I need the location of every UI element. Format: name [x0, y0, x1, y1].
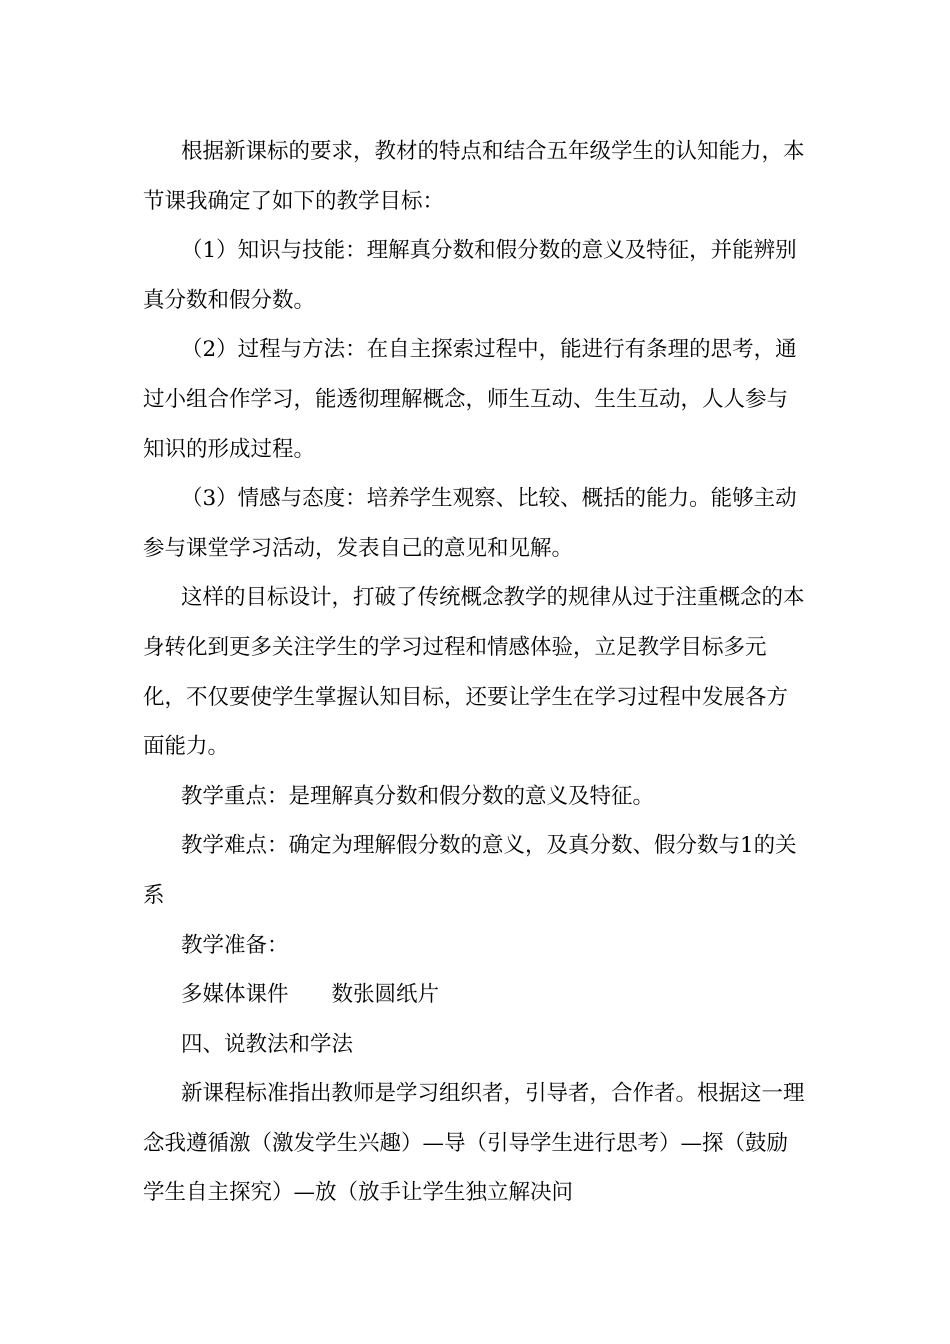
paragraph-preparation-heading: 教学准备：: [181, 932, 289, 958]
paragraph-goal-emotion: （3）情感与态度：培养学生观察、比较、概括的能力。能够主动参与课堂学习活动，发表自己的意见和见解。: [143, 486, 797, 561]
paragraph-goal-knowledge: （1）知识与技能：理解真分数和假分数的意义及特征，并能辨别真分数和假分数。: [143, 238, 797, 313]
document-body: [143, 127, 807, 1218]
paragraph-design-rationale: 这样的目标设计，打破了传统概念教学的规律从过于注重概念的本身转化到更多关注学生的学习过程和情感体验，立足教学目标多元化，不仅要使学生掌握认知目标，还要让学生在学习过程中发展各方面能力。: [143, 585, 805, 760]
paragraph-intro: 根据新课标的要求，教材的特点和结合五年级学生的认知能力，本节课我确定了如下的教学目标：: [143, 139, 805, 214]
section-heading-methods: 四、说教法和学法: [181, 1031, 354, 1057]
paragraph-key-point: 教学重点：是理解真分数和假分数的意义及特征。: [181, 783, 655, 809]
paragraph-difficult-point: 教学难点：确定为理解假分数的意义，及真分数、假分数与1的关系: [143, 833, 797, 908]
paragraph-preparation-items: 多媒体课件 数张圆纸片: [181, 982, 440, 1008]
paragraph-goal-process: （2）过程与方法：在自主探索过程中，能进行有条理的思考，通过小组合作学习，能透彻理解概念，师生互动、生生互动，人人参与知识的形成过程。: [143, 337, 797, 462]
paragraph-methods: 新课程标准指出教师是学习组织者，引导者，合作者。根据这一理念我遵循激（激发学生兴趣）—导（引导学生进行思考）—探（鼓励学生自主探究）—放（放手让学生独立解决问: [143, 1081, 805, 1206]
